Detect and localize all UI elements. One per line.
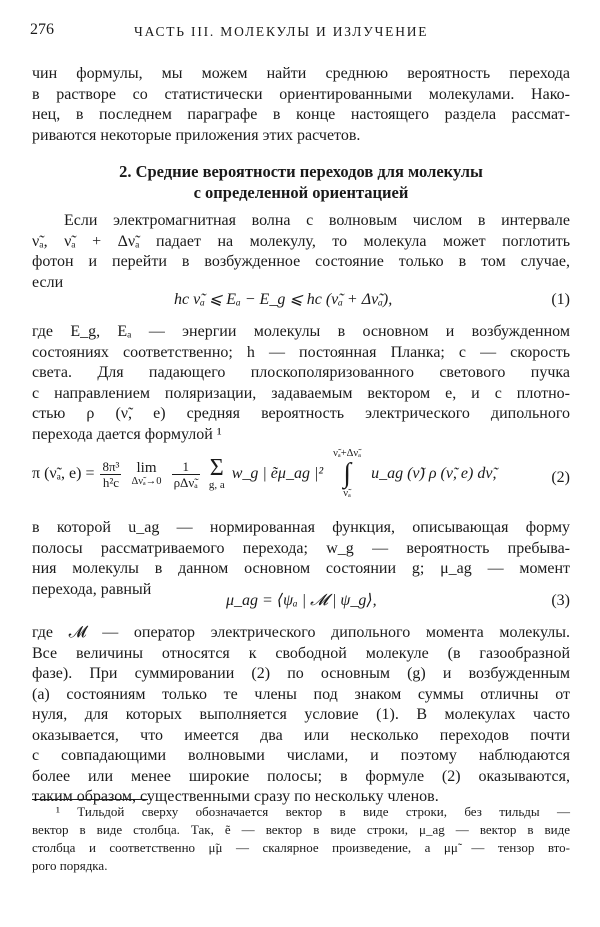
- eq2-limit: [131, 460, 161, 488]
- footnote-line: столбца и соответственно μ̃μ — скалярное произведение, а μμ̃ — тензор вто-: [32, 840, 570, 855]
- equation-3: [32, 591, 570, 615]
- footnote-line: рого порядка.: [32, 858, 108, 873]
- text-line: с направлением поляризации, задаваемым вектором e, и с плотно-: [32, 384, 570, 402]
- text-line: в растворе со статистически ориентированными молекулами. Нако-: [32, 85, 570, 103]
- equation-1-number: (1): [551, 291, 570, 308]
- text-line: риваются некоторые приложения этих расчетов.: [32, 126, 361, 144]
- text-line: где E_g, Eₐ — энергии молекулы в основном и возбужденном: [32, 323, 570, 340]
- text-line: с совпадающими волновыми числами, и поэтому наблюдаются: [32, 747, 570, 764]
- footnote-line: ¹ Тильдой сверху обозначается вектор в виде строки, без тильды —: [56, 804, 570, 819]
- paragraph-2: [32, 322, 570, 445]
- section-heading-line: 2. Средние вероятности переходов для молекулы: [119, 162, 483, 181]
- text-line: состояниях соответственно; h — постоянная Планка; c — скорость: [32, 343, 570, 361]
- eq2-integral-symbol: ∫: [343, 458, 351, 489]
- intro-paragraph: [32, 64, 570, 146]
- footnote-divider: [32, 799, 148, 800]
- equation-3-number: (3): [551, 592, 570, 609]
- text-line: фазе). При суммировании (2) по основным (g) и возбужденным: [32, 665, 570, 682]
- paragraph-1: [32, 211, 570, 293]
- text-line: оказывается, что имеется два или несколько переходов почти: [32, 726, 570, 744]
- text-line: света. Для падающего плоскополяризованного светового пучка: [32, 364, 570, 381]
- footnote-line: вектор в виде столбца. Так, ẽ — вектор в виде строки, μ_ag — вектор в виде: [32, 822, 570, 837]
- eq2-integral: [333, 448, 361, 500]
- paragraph-3: [32, 518, 570, 600]
- section-heading-line: с определенной ориентацией: [193, 183, 409, 202]
- eq2-integral-lower: ν̃ₐ: [343, 488, 351, 499]
- text-line: перехода, равный: [32, 580, 152, 598]
- text-line: стью ρ (ν̃, e) средняя вероятность электрического дипольного: [32, 405, 570, 422]
- text-line: чин формулы, мы можем найти среднюю вероятность перехода: [32, 65, 570, 82]
- eq2-sum-symbol: Σ: [209, 455, 224, 481]
- text-line: Если электромагнитная волна с волновым числом в интервале: [64, 212, 570, 229]
- equation-1-body: hc ν̃ₐ ⩽ Eₐ − E_g ⩽ hc (ν̃ₐ + Δν̃ₐ),: [174, 291, 393, 308]
- page-number: 276: [30, 21, 54, 38]
- eq2-sum: [209, 457, 225, 491]
- eq2-fraction-2-denominator: ρΔν̃ₐ: [173, 474, 198, 490]
- eq2-fraction: [100, 459, 121, 490]
- text-line: ν̃ₐ, ν̃ₐ + Δν̃ₐ падает на молекулу, то молекула может поглотить: [32, 232, 570, 250]
- text-line: Все величины относятся к свободной молекуле (в газообразной: [32, 644, 570, 662]
- eq2-limit-word: lim: [136, 460, 157, 476]
- equation-2: [32, 446, 570, 512]
- text-line: в которой u_ag — нормированная функция, описывающая форму: [32, 519, 570, 536]
- equation-2-body: [32, 448, 496, 500]
- text-line: таким образом, существенными сразу по нескольку членов.: [32, 788, 439, 805]
- eq2-fraction-2: [172, 459, 200, 490]
- eq2-sum-subscript: g, a: [208, 479, 225, 491]
- running-head: [30, 20, 566, 42]
- text-line: перехода дается формулой ¹: [32, 425, 222, 443]
- text-line: фотон и перейти в возбужденное состояние только в том случае,: [32, 253, 570, 270]
- eq2-lhs: π (ν̃ₐ, e) =: [32, 464, 95, 482]
- eq2-fraction-2-numerator: 1: [172, 459, 200, 475]
- text-line: если: [32, 273, 64, 291]
- footnote: [32, 803, 570, 875]
- equation-3-body: μ_ag = ⟨ψₐ | 𝓜 | ψ_g⟩,: [226, 592, 377, 609]
- eq2-summand: w_g | ẽμ_ag |²: [231, 464, 324, 482]
- text-line: нец, в последнем параграфе в конце настоящего раздела рассмат-: [32, 106, 570, 123]
- equation-1: [32, 290, 570, 314]
- running-title: ЧАСТЬ III. МОЛЕКУЛЫ И ИЗЛУЧЕНИЕ: [134, 24, 429, 39]
- text-line: ния молекулы в данном основном состоянии g; μ_ag — момент: [32, 560, 570, 577]
- text-line: более или менее широкие полосы; в формуле (2) оказываются,: [32, 767, 570, 785]
- eq2-fraction-denominator: h²c: [102, 474, 120, 490]
- text-line: полосы рассматриваемого перехода; w_g — вероятность пребыва-: [32, 539, 570, 557]
- text-line: где 𝓜 — оператор электрического дипольного момента молекулы.: [32, 624, 570, 641]
- eq2-integrand: u_ag (ν̃) ρ (ν̃, e) dν̃,: [371, 464, 497, 482]
- text-line: (a) состояниям только те члены под знаком суммы отличны от: [32, 685, 570, 703]
- eq2-limit-subscript: Δν̃ₐ→0: [131, 476, 162, 487]
- equation-2-number: (2): [551, 469, 570, 486]
- eq2-fraction-numerator: 8π³: [102, 458, 120, 474]
- paragraph-4: [32, 623, 570, 808]
- section-heading: [32, 161, 570, 203]
- eq2-integral-upper: ν̃ₐ+Δν̃ₐ: [333, 448, 362, 459]
- text-line: нуля, для которых выполняется условие (1). В молекулах часто: [32, 706, 570, 723]
